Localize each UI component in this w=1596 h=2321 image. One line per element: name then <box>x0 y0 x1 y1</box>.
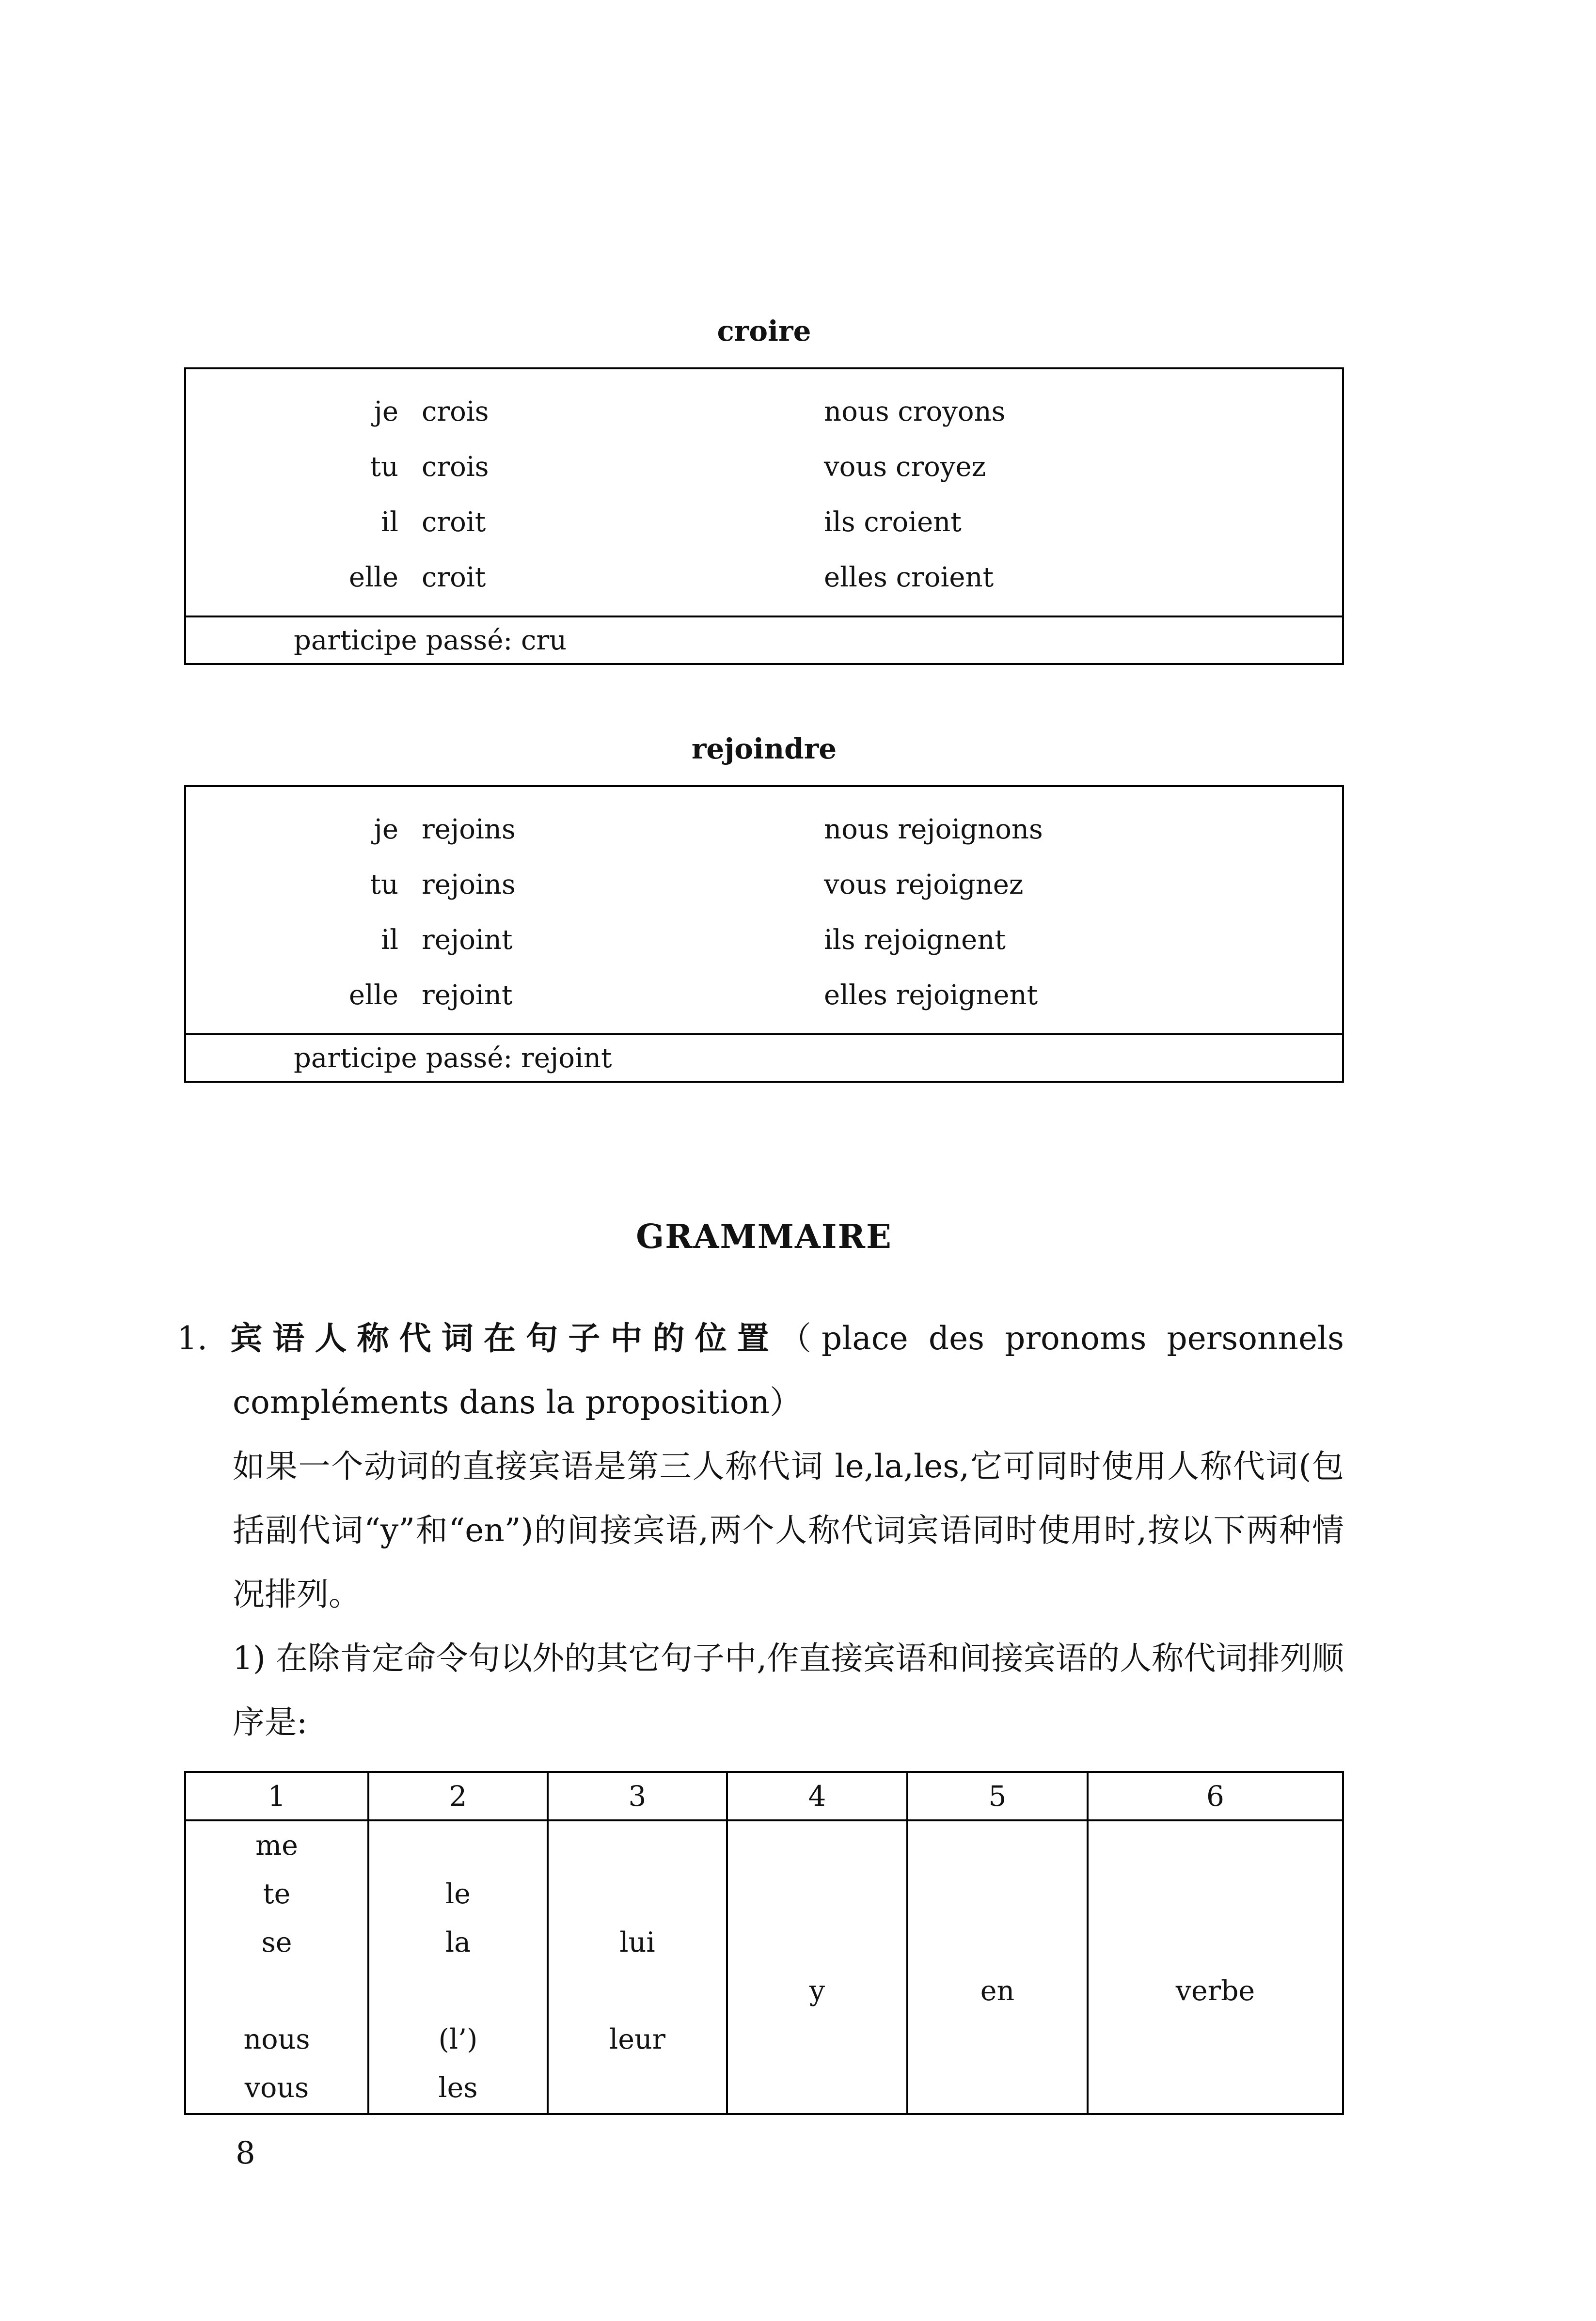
item-title: 宾语人称代词在句子中的位置 <box>220 1319 779 1357</box>
order-cell <box>549 1967 726 2015</box>
pronoun: je <box>374 395 398 427</box>
order-cell: te <box>263 1878 291 1910</box>
order-cell: le <box>445 1878 471 1910</box>
page-number: 8 <box>236 2135 255 2171</box>
order-cell: nous <box>243 2023 310 2055</box>
conjugation-row <box>348 439 1342 494</box>
verb-form: rejoint <box>422 979 513 1011</box>
conjugation-table-croire <box>184 367 1344 665</box>
verb-section-rejoindre <box>184 733 1344 1083</box>
order-column-1 <box>186 1821 369 2113</box>
verb-form: croit <box>422 561 486 593</box>
verb-form: crois <box>422 395 489 427</box>
plural-form: ils rejoignent <box>824 924 1006 956</box>
order-cell <box>1089 1870 1342 1918</box>
order-cell <box>549 1870 726 1918</box>
page-content <box>177 0 1344 2171</box>
verb-form: croit <box>422 506 486 538</box>
order-cell: en <box>980 1975 1015 2007</box>
order-cell: vous <box>244 2072 309 2104</box>
plural-form: vous rejoignez <box>824 868 1024 900</box>
plural-form: ils croient <box>824 506 962 538</box>
order-cell <box>1089 1918 1342 1967</box>
plural-form: vous croyez <box>824 451 986 483</box>
order-table-body <box>186 1821 1342 2113</box>
conjugation-row <box>348 967 1342 1023</box>
conjugation-table-rejoindre <box>184 785 1344 1083</box>
pronoun: elle <box>348 979 398 1011</box>
grammar-item-title-line <box>177 1306 1344 1435</box>
grammar-body-text: 如果一个动词的直接宾语是第三人称代词 le,la,les,它可同时使用人称代词(包括副代词“y”和“en”)的间接宾语,两个人称代词宾语同时使用时,按以下两种情况排列。 <box>233 1448 1344 1613</box>
pronoun: il <box>381 506 398 538</box>
order-cell <box>369 1821 547 1870</box>
grammar-item-1 <box>177 1306 1344 1754</box>
pronoun: tu <box>370 451 398 483</box>
conjugation-row <box>348 550 1342 605</box>
order-cell <box>908 2064 1087 2112</box>
plural-form: nous croyons <box>824 395 1006 427</box>
order-column-2 <box>369 1821 549 2113</box>
order-cell <box>728 1821 906 1870</box>
plural-form: elles croient <box>824 561 994 593</box>
order-cell <box>908 2015 1087 2064</box>
order-cell <box>369 1967 547 2015</box>
participe-passe-row: participe passé: cru <box>186 616 1342 663</box>
conjugation-row <box>348 494 1342 550</box>
order-cell: la <box>445 1926 471 1958</box>
order-table-header <box>186 1773 1342 1821</box>
pronoun: tu <box>370 868 398 900</box>
conjugation-row <box>348 912 1342 967</box>
grammar-sub-item: 1) 在除肯定命令句以外的其它句子中,作直接宾语和间接宾语的人称代词排列顺序是: <box>233 1640 1344 1741</box>
verb-form: rejoins <box>422 868 516 900</box>
order-cell: y <box>809 1975 825 2007</box>
order-col-header: 1 <box>186 1773 369 1819</box>
order-cell <box>186 1967 367 2015</box>
order-col-header: 6 <box>1206 1780 1224 1813</box>
participe-passe-row: participe passé: rejoint <box>186 1033 1342 1081</box>
order-cell <box>908 1870 1087 1918</box>
verb-form: crois <box>422 451 489 483</box>
conjugation-row <box>348 802 1342 857</box>
order-cell <box>549 2064 726 2112</box>
order-cell <box>728 2015 906 2064</box>
order-column-3 <box>549 1821 728 2113</box>
order-cell: verbe <box>1175 1975 1255 2007</box>
order-cell <box>908 1821 1087 1870</box>
order-cell <box>908 1918 1087 1967</box>
order-column-5 <box>908 1821 1089 2113</box>
order-cell: se <box>261 1926 292 1958</box>
order-cell <box>1089 2015 1342 2064</box>
verb-form: rejoint <box>422 924 513 956</box>
verb-title-croire: croire <box>717 315 811 347</box>
order-cell <box>549 1821 726 1870</box>
order-cell: (l’) <box>438 2023 478 2055</box>
pronoun-order-table <box>184 1771 1344 2115</box>
item-number: 1. <box>177 1320 207 1357</box>
verb-title-rejoindre: rejoindre <box>691 732 837 765</box>
order-cell: me <box>255 1830 298 1862</box>
order-cell <box>728 1870 906 1918</box>
pronoun: elle <box>348 561 398 593</box>
order-col-header: 4 <box>728 1773 908 1819</box>
order-col-header: 5 <box>908 1773 1089 1819</box>
order-cell: lui <box>619 1926 655 1958</box>
verb-form: rejoins <box>422 813 516 845</box>
order-col-header: 2 <box>369 1773 549 1819</box>
item-title-french: （place des pronoms personnels compléments dans la proposition） <box>233 1320 1344 1421</box>
conjugation-rows <box>186 369 1342 616</box>
order-column-6 <box>1089 1821 1342 2113</box>
order-cell <box>728 2064 906 2112</box>
grammaire-heading: GRAMMAIRE <box>636 1217 892 1256</box>
order-cell <box>728 1918 906 1967</box>
order-col-header: 3 <box>549 1773 728 1819</box>
order-column-4 <box>728 1821 908 2113</box>
plural-form: elles rejoignent <box>824 979 1038 1011</box>
conjugation-row <box>348 857 1342 912</box>
conjugation-row <box>348 384 1342 439</box>
order-cell <box>1089 2064 1342 2112</box>
verb-section-croire <box>184 315 1344 665</box>
order-cell: les <box>438 2072 478 2104</box>
pronoun: il <box>381 924 398 956</box>
order-cell <box>1089 1821 1342 1870</box>
plural-form: nous rejoignons <box>824 813 1043 845</box>
conjugation-rows <box>186 787 1342 1033</box>
pronoun: je <box>374 813 398 845</box>
order-cell: leur <box>609 2023 665 2055</box>
